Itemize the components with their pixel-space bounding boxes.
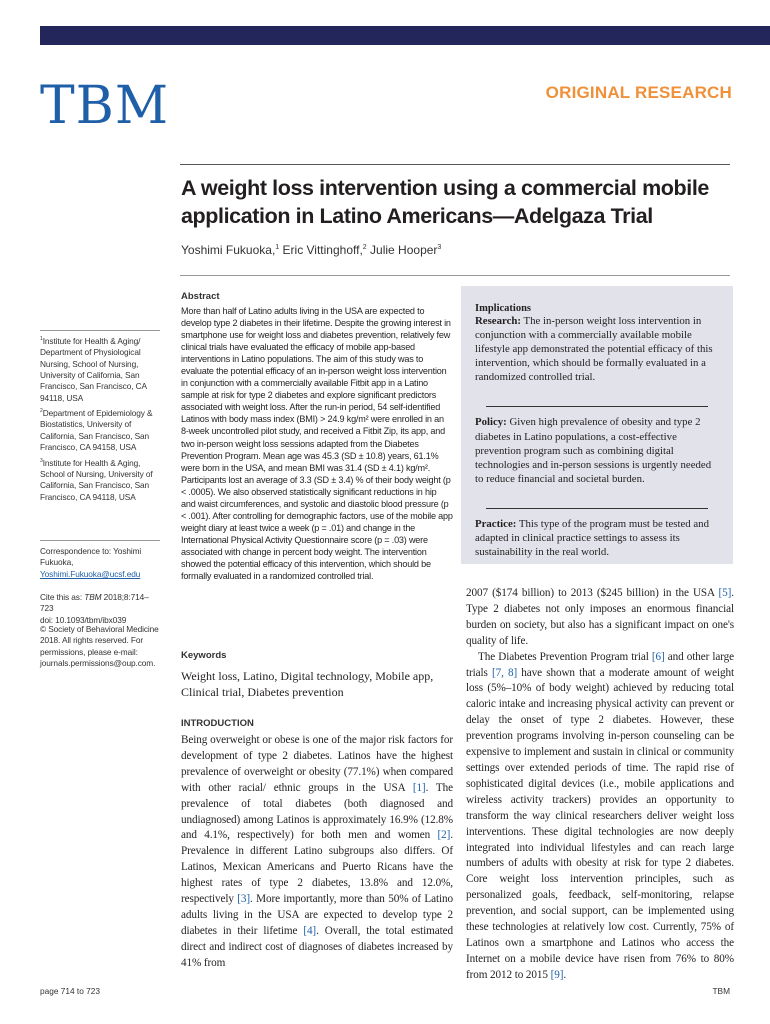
title-divider (180, 164, 730, 165)
reference-link[interactable]: [2] (437, 829, 451, 842)
affiliation-item: $^2$Department of Epidemiology & Biostatistics, University of California, San Francisco, San Francisco, CA 94158, USA (40, 407, 153, 453)
correspondence: Correspondence to: Yoshimi Fukuoka, Yoshimi.Fukuoka@ucsf.edu (40, 546, 142, 579)
section-label: ORIGINAL RESEARCH (545, 83, 732, 102)
author-list (181, 243, 441, 257)
reference-link[interactable]: [4] (303, 924, 317, 937)
footer-journal: TBM (712, 986, 730, 996)
implications-research: Research: The in-person weight loss intervention in conjunction with a commercially available mobile lifestyle app demonstrated the potential efficacy of this intervention, which should be formally evaluated in a randomized controlled trial. (475, 315, 713, 384)
keywords-heading: Keywords (181, 650, 227, 661)
doi: doi: 10.1093/tbm/ibx039 (40, 614, 127, 625)
implications-practice: Practice: This type of the program must be tested and adapted in clinical practice settings to assess its sustainability in the real world. (475, 517, 709, 559)
copyright-notice: © Society of Behavioral Medicine 2018. All rights reserved. For permissions, please e-mail: journals.permissions@oup.com. (40, 624, 159, 669)
affiliation-item: $^3$Institute for Health & Aging, School of Nursing, University of California, San Francisco, San Francisco, CA 94118, USA (40, 457, 153, 502)
reference-link[interactable]: [7, (491, 666, 504, 679)
header-divider (180, 275, 730, 276)
author-affiliation-mark: 2 (362, 244, 367, 251)
introduction-heading: INTRODUCTION (181, 718, 254, 729)
introduction-paragraph: Being overweight or obese is one of the major risk factors for development of type 2 diabetes. Latinos have the highest prevalence of overweight or obesity (77.1%) when compared with other racial/ ethnic groups in the USA [1]. The prevalence of total diabetes (both diagnosed and undiagnosed) among Latinos is approximately 16.9% (12.8% and 4.1%, respectively) for both men and women [2]. Prevalence in different Latino subgroups also differs. Of Latinos, Mexican Americans and Puerto Ricans have the highest rates of type 2 diabetes, 13.8% and 12.0%, respectively [3]. More importantly, more than 50% of Latino adults living in the USA are expected to develop type 2 diabetes in their lifetime [4]. Overall, the total estimated direct and indirect cost of diagnoses of diabetes increased by 41% from (181, 734, 454, 969)
header-bar (40, 26, 770, 45)
author-name: Julie Hooper (366, 243, 438, 257)
implications-heading: Implications (475, 303, 532, 314)
correspondence-email-link[interactable]: Yoshimi.Fukuoka@ucsf.edu (40, 568, 141, 579)
body-paragraph: 2007 ($174 billion) to 2013 ($245 billion) in the USA [5]. Type 2 diabetes not only imposes an enormous financial burden on society, but also has a significant impact on one's quality of life. (466, 587, 734, 647)
citation-info: Cite this as: TBM 2018;8:714–723 doi: 10.1093/tbm/ibx039 (40, 592, 160, 626)
author-affiliation-mark: 3 (437, 244, 442, 251)
journal-logo: TBM (40, 76, 170, 136)
keywords-text: Weight loss, Latino, Digital technology, Mobile app, Clinical trial, Diabetes prevention (181, 669, 434, 699)
reference-link[interactable]: [6] (651, 650, 665, 663)
body-paragraph: The Diabetes Prevention Program trial [6] and other large trials [7, 8] have shown that a moderate amount of weight loss (5%–10% of body weight) achieved by reducing total caloric intake and increasing physical activity can prevent or delay the onset of type 2 diabetes. However, these prevention programs involving in-person counseling can be expensive to implement and sustain in clinical or community settings over extended periods of time. The rapid rise of sophisticated digital devices (i.e., mobile applications and wireless activity trackers) provides an opportunity to transform the way clinical researchers deliver weight loss interventions. These digital technologies are now deeply integrated into individual lifestyles and can reach large numbers of adults with obesity at risk for type 2 diabetes. Core weight loss intervention principles, such as personalized goals, feedback, self-monitoring, relapse prevention, and social support, can be implemented using these technologies at relatively low cost. Currently, 75% of Latinos own a smartphone and Latinos who access the Internet on a mobile device have risen from 76% to 80% from 2012 to 2015 [9]. (466, 650, 735, 981)
sidebar-divider (40, 330, 160, 331)
article-title: A weight loss intervention using a commercial mobile application in Latino Americans—Adelgaza Trial (181, 176, 709, 228)
author-affiliation-mark: 1 (275, 244, 280, 251)
author-name: Eric Vittinghoff, (279, 243, 363, 257)
affiliations (40, 334, 160, 505)
reference-link[interactable]: [3] (237, 893, 251, 906)
abstract-text: More than half of Latino adults living in the USA are expected to develop type 2 diabetes in their lifetime. Despite the growing interest in smartphone use for weight loss and diabetes prevention, relatively few clinical trials have evaluated the efficacy of mobile app-based interventions in Latino populations. The aim of this study was to evaluate the potential efficacy of an in-person weight loss intervention in conjunction with a commercially available Fitbit app in a Latino sample at risk for type 2 diabetes and explore significant predictors associated with weight loss. After the run-in period, 54 self-identified Latinos with body mass index (BMI) > 24.9 kg/m² were enrolled in an 8-week uncontrolled pilot study, and received a Fitbit Zip, its app, and two in-person weight loss sessions adapted from the Diabetes Prevention Program. Mean age was 45.3 (SD ± 10.8) years, 61.1% were born in the USA, and mean BMI was 31.4 (SD ± 4.1) kg/m². Participants lost an average of 3.3 (SD ± 3.4) % of their body weight (p < .0005). We also observed statistically significant reductions in hip and waist circumferences, and systolic and diastolic blood pressure (p < .001). After controlling for demographic factors, use of the mobile app weight diary at least twice a week (p = .01) and change in the International Physical Activity Questionnaire score (p = .03) were associated with change in percent body weight. The intervention showed the potential efficacy of this intervention, which should be formally evaluated in a randomized controlled trial. (181, 306, 453, 582)
abstract-heading: Abstract (181, 291, 220, 302)
implications-box (461, 286, 733, 564)
reference-link[interactable]: 8] (503, 666, 518, 679)
affiliation-item: $^1$Institute for Health & Aging/ Department of Physiological Nursing, School of Nursing, University of California, San Francisco, San Francisco, CA 94118, USA (40, 335, 147, 403)
reference-link[interactable]: [5] (718, 587, 732, 599)
body-text-right-column (466, 586, 734, 984)
implications-policy: Policy: Given high prevalence of obesity and type 2 diabetes in Latino populations, a cost-effective prevention program such as combining digital technologies and in-person sessions is urgently needed to reduce financial and societal burden. (475, 416, 712, 485)
implications-divider (486, 508, 708, 509)
page-range: page 714 to 723 (40, 986, 100, 996)
author-name: Yoshimi Fukuoka, (181, 243, 276, 257)
implications-divider (486, 406, 708, 407)
sidebar-divider (40, 540, 160, 541)
reference-link[interactable]: [1] (412, 781, 426, 794)
reference-link[interactable]: [9] (550, 968, 564, 981)
